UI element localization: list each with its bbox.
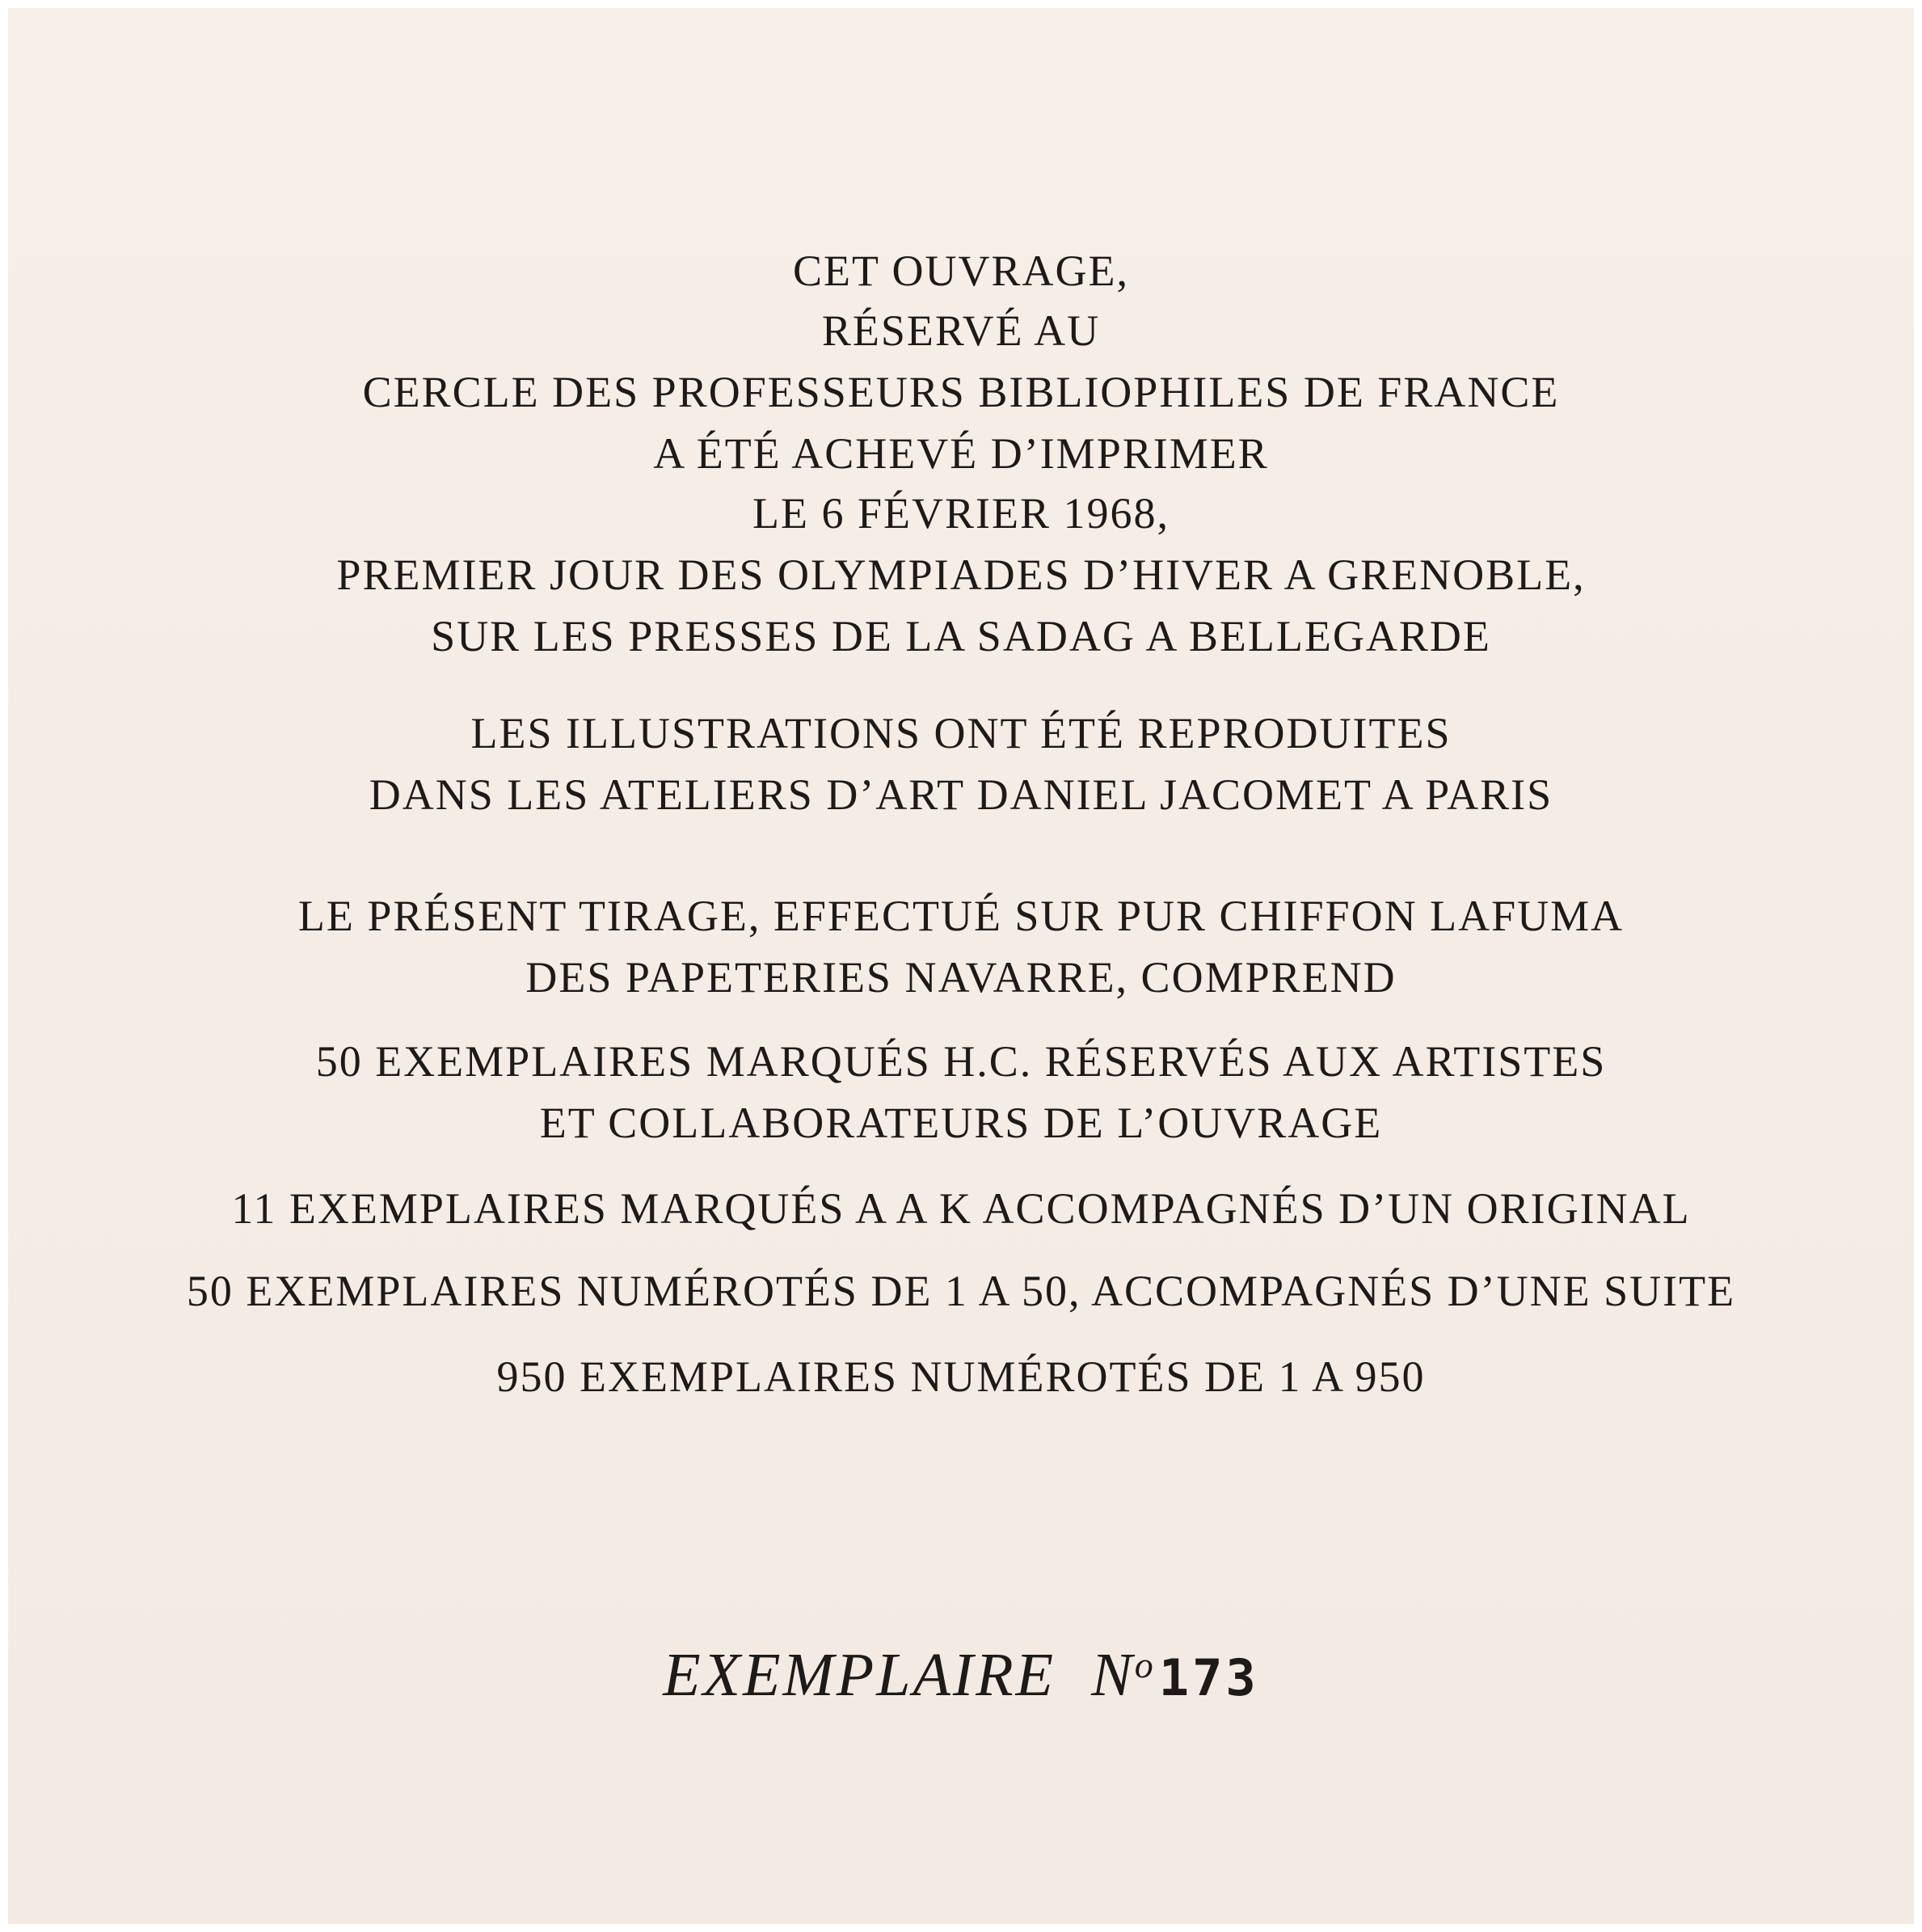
- colophon-page: [8, 8, 1914, 1924]
- exemplaire-no-suffix: o: [1134, 1644, 1156, 1685]
- tirage-line: LE PRÉSENT TIRAGE, EFFECTUÉ SUR PUR CHIFFON LAFUMA: [297, 892, 1625, 940]
- edition-numbered-line: 950 EXEMPLAIRES NUMÉROTÉS DE 1 A 950: [496, 1352, 1426, 1401]
- colophon-line: A ÉTÉ ACHEVÉ D’IMPRIMER: [653, 429, 1269, 478]
- colophon-line: SUR LES PRESSES DE LA SADAG A BELLEGARDE: [431, 612, 1491, 660]
- edition-ak-line: 11 EXEMPLAIRES MARQUÉS A A K ACCOMPAGNÉS D’UN ORIGINAL: [231, 1184, 1691, 1233]
- illustrations-line: LES ILLUSTRATIONS ONT ÉTÉ REPRODUITES: [470, 709, 1452, 757]
- exemplaire-stamped-number: 173: [1158, 1648, 1259, 1707]
- illustrations-line: DANS LES ATELIERS D’ART DANIEL JACOMET A PARIS: [369, 770, 1553, 819]
- exemplaire-label: EXEMPLAIRE: [663, 1641, 1056, 1709]
- colophon-line: PREMIER JOUR DES OLYMPIADES D’HIVER A GRENOBLE,: [336, 550, 1586, 599]
- tirage-line: DES PAPETERIES NAVARRE, COMPREND: [525, 953, 1397, 1002]
- colophon-line: RÉSERVÉ AU: [821, 306, 1101, 355]
- exemplaire-no-prefix: N: [1091, 1641, 1135, 1709]
- colophon-line: LE 6 FÉVRIER 1968,: [752, 489, 1170, 538]
- edition-hc-line: ET COLLABORATEURS DE L’OUVRAGE: [539, 1099, 1383, 1147]
- exemplaire-number: [8, 1641, 1914, 1709]
- colophon-line: CERCLE DES PROFESSEURS BIBLIOPHILES DE FRANCE: [362, 368, 1560, 416]
- edition-suite-line: 50 EXEMPLAIRES NUMÉROTÉS DE 1 A 50, ACCOMPAGNÉS D’UNE SUITE: [186, 1267, 1736, 1315]
- edition-hc-line: 50 EXEMPLAIRES MARQUÉS H.C. RÉSERVÉS AUX ARTISTES: [315, 1037, 1607, 1086]
- colophon-line: CET OUVRAGE,: [792, 247, 1129, 295]
